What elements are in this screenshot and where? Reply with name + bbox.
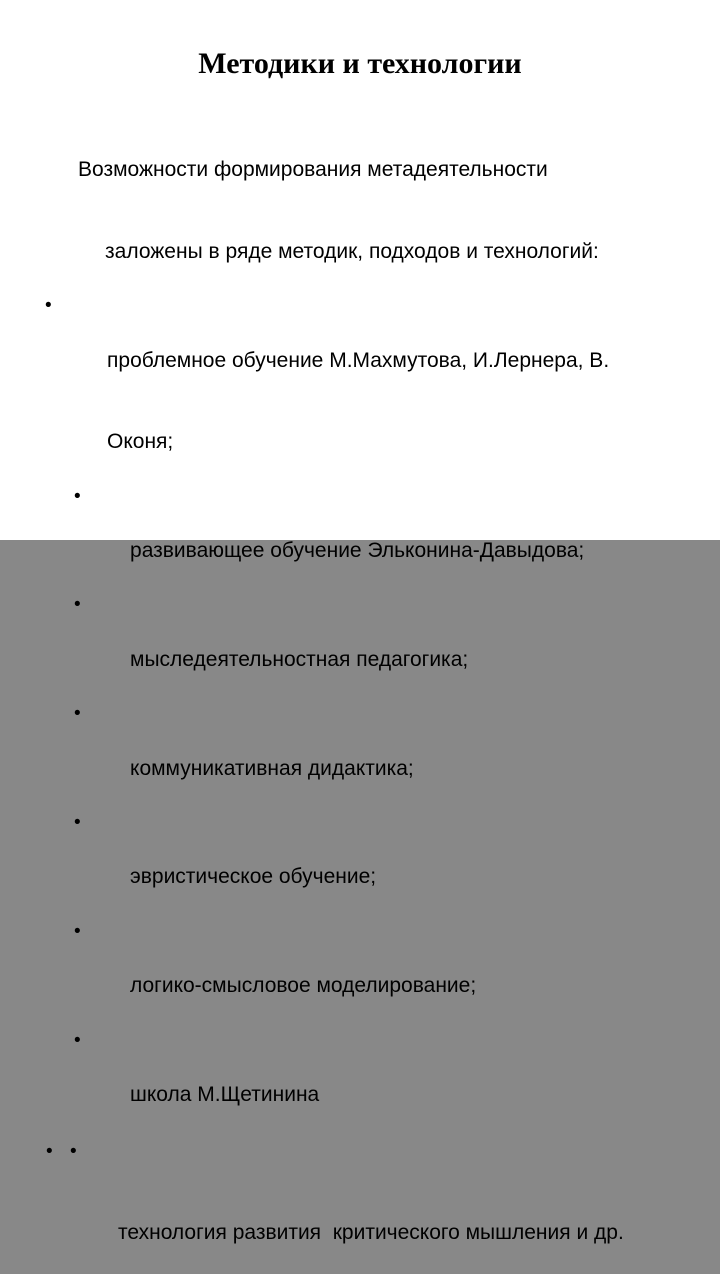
- bullet-icon: •: [46, 1140, 53, 1162]
- bullet-icon: •: [74, 1029, 81, 1051]
- bullet-icon: •: [74, 812, 81, 834]
- slide-body: [43, 129, 712, 1274]
- body-line: [43, 809, 712, 918]
- body-line: [43, 211, 712, 293]
- line-text: коммуникативная дидактика;: [130, 756, 414, 780]
- line-text: Оконя;: [107, 430, 174, 454]
- bullet-icon: •: [74, 703, 81, 725]
- body-line: [43, 1138, 712, 1274]
- line-text: школа М.Щетинина: [130, 1083, 320, 1107]
- line-text: эвристическое обучение;: [130, 865, 377, 889]
- body-line: [43, 918, 712, 1027]
- body-line: [43, 591, 712, 700]
- body-line: [43, 1027, 712, 1136]
- body-line: [43, 401, 712, 483]
- line-text: мыследеятельностная педагогика;: [130, 647, 469, 671]
- line-text: Возможности формирования метадеятельности: [78, 158, 548, 182]
- body-line: [43, 483, 712, 592]
- body-line: [43, 700, 712, 809]
- body-line: [43, 129, 712, 211]
- line-text: технология развития критического мышления и др.: [118, 1221, 624, 1245]
- bullet-icon: •: [74, 920, 81, 942]
- line-text: проблемное обучение М.Махмутова, И.Лернера, В.: [107, 348, 610, 372]
- bullet-icon: •: [74, 485, 81, 507]
- slide-title: Методики и технологии: [198, 47, 522, 80]
- line-text: логико-смысловое моделирование;: [130, 974, 477, 998]
- body-line: [43, 292, 712, 401]
- bullet-icon: •: [45, 295, 52, 317]
- line-text: развивающее обучение Эльконина-Давыдова;: [130, 539, 585, 563]
- bullet-icon: •: [74, 594, 81, 616]
- line-text: заложены в ряде методик, подходов и технологий:: [105, 239, 599, 263]
- bullet-icon: •: [70, 1140, 77, 1162]
